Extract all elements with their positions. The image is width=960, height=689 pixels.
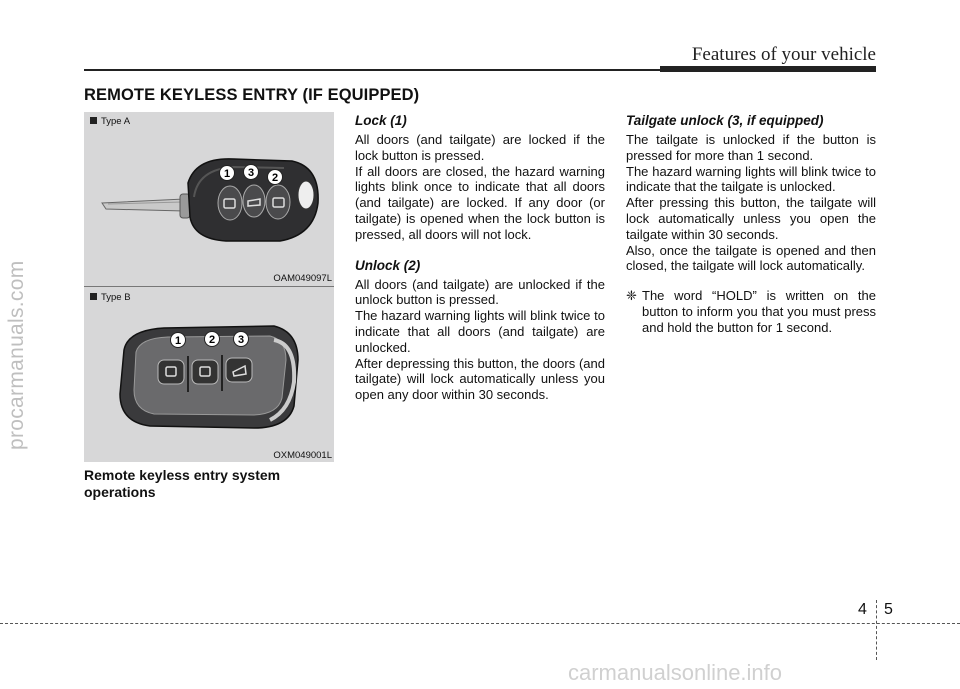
- side-watermark: procarmanuals.com: [5, 260, 28, 450]
- callout-label: 1: [223, 168, 231, 180]
- tailgate-paragraph: Also, once the tailgate is opened and then closed, the tailgate will lock automatically.: [626, 242, 876, 274]
- page-number: 5: [884, 601, 893, 618]
- flip-key-type-a-image: [84, 137, 334, 277]
- note-mark-icon: ❈: [626, 288, 637, 304]
- tailgate-paragraph: After pressing this button, the tailgate will lock automatically unless you open the tailgate within 30 seconds.: [626, 195, 876, 242]
- unlock-paragraph: All doors (and tailgate) are unlocked if the unlock button is pressed.: [355, 276, 605, 308]
- type-b-figure-code: OXM049001L: [273, 450, 332, 461]
- figure-divider: [84, 286, 334, 287]
- lock-paragraph: If all doors are closed, the hazard warning lights blink once to indicate that all doors (and tailgate) are locked. If any door (or tailgate) is opened when the lock button is pressed, all doors will not lock.: [355, 163, 605, 242]
- callout-label: 3: [237, 334, 245, 346]
- key-figure: [84, 112, 334, 462]
- tailgate-paragraph: The tailgate is unlocked if the button is pressed for more than 1 second.: [626, 132, 876, 163]
- callout-label: 2: [208, 334, 216, 346]
- chapter-number: 4: [858, 601, 867, 618]
- lock-heading: Lock (1): [355, 113, 407, 128]
- lock-unlock-column: [355, 112, 605, 403]
- bullet-square-icon: [90, 117, 97, 124]
- unlock-paragraph: After depressing this button, the doors (and tailgate) will lock automatically unless you open any door within 30 seconds.: [355, 355, 605, 403]
- type-b-label: Type B: [90, 292, 131, 303]
- unlock-paragraph: The hazard warning lights will blink twice to indicate that all doors (and tailgate) are unlocked.: [355, 308, 605, 355]
- unlock-heading: Unlock (2): [355, 257, 421, 273]
- tailgate-paragraph: The hazard warning lights will blink twice to indicate that the tailgate is unlocked.: [626, 163, 876, 195]
- page-heading: REMOTE KEYLESS ENTRY (IF EQUIPPED): [84, 86, 420, 104]
- hold-note-text: The word “HOLD” is written on the button to inform you that you must press and hold the button for 1 second.: [642, 288, 876, 335]
- hold-note: [626, 288, 876, 335]
- bullet-square-icon: [90, 293, 97, 300]
- figure-caption: Remote keyless entry system operations: [84, 467, 281, 500]
- section-header: Features of your vehicle: [691, 44, 876, 65]
- tailgate-column: [626, 112, 876, 336]
- lock-paragraph: All doors (and tailgate) are locked if the lock button is pressed.: [355, 132, 605, 163]
- tailgate-heading: Tailgate unlock (3, if equipped): [626, 113, 824, 128]
- footer-rule: [0, 623, 960, 624]
- callout-label: 1: [174, 335, 182, 347]
- bottom-watermark: carmanualsonline.info: [568, 660, 783, 685]
- type-a-figure-code: OAM049097L: [273, 273, 332, 284]
- callout-label: 3: [247, 167, 255, 179]
- footer-divider: [876, 600, 877, 660]
- smart-key-type-b-image: [84, 310, 334, 446]
- callout-label: 2: [271, 172, 279, 184]
- type-a-label: Type A: [90, 116, 130, 127]
- header-rule: [84, 69, 660, 71]
- header-rule-accent: [660, 66, 876, 72]
